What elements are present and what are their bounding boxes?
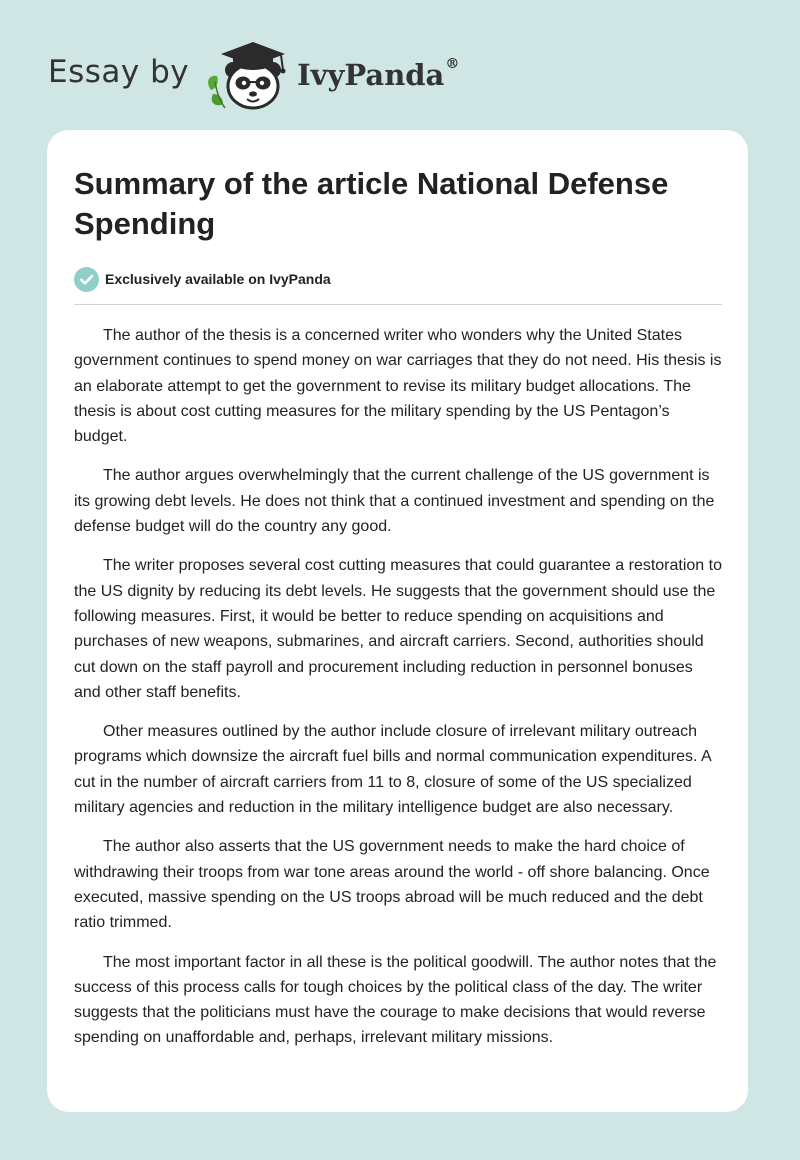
paragraph-3: The writer proposes several cost cutting measures that could guarantee a restoration to the US dignity by reducing its debt levels. He suggests that the government should use the following measures. First, it would be better to reduce spending on acquisitions and purchases of new weapons, submarines, and aircraft carriers. Second, authorities should cut down on the staff payroll and procurement including reduction in personnel bonuses and other staff benefits. [74, 557, 722, 701]
site-header [48, 36, 459, 112]
registered-mark: ® [445, 56, 460, 72]
essay-by-label: Essay by [48, 54, 190, 90]
article-body [74, 323, 722, 1051]
paragraph-6: The most important factor in all these is the political goodwill. The author notes that the success of this process calls for tough choices by the political class of the day. The writer suggests that the politicians must have the courage to make decisions that would reverse spending on unaffordable and, perhaps, irrelevant military missions. [74, 953, 717, 1047]
panda-graduate-icon[interactable] [203, 36, 295, 112]
article-content [74, 164, 722, 1065]
exclusive-badge [74, 266, 722, 292]
paragraph-4: Other measures outlined by the author include closure of irrelevant military outreach programs which downsize the aircraft fuel bills and normal communication expenditures. A cut in the number of aircraft carriers from 11 to 8, closure of some of the US specialized military agencies and reduction in the military intelligence budget are also necessary. [74, 723, 711, 817]
article-card [47, 130, 748, 1112]
paragraph-1: The author of the thesis is a concerned writer who wonders why the United States government continues to spend money on war carriages that they do not need. His thesis is an elaborate attempt to get the government to revise its military budget allocations. The thesis is about cost cutting measures for the military spending by the US Pentagon’s budget. [74, 327, 722, 446]
exclusive-badge-text: Exclusively available on IvyPanda [105, 271, 331, 287]
paragraph-2: The author argues overwhelmingly that the current challenge of the US government is its growing debt levels. He does not think that a continued investment and spending on the defense budget will do the country any good. [74, 467, 715, 536]
paragraph-5: The author also asserts that the US government needs to make the hard choice of withdrawing their troops from war tone areas around the world - off shore balancing. Once executed, massive spending on the US troops abroad will be much reduced and the debt ratio trimmed. [74, 838, 710, 932]
brand-name[interactable]: IvyPanda® [297, 56, 460, 92]
check-circle-icon [74, 267, 99, 292]
title-divider [74, 304, 722, 305]
article-title: Summary of the article National Defense Spending [74, 166, 669, 241]
